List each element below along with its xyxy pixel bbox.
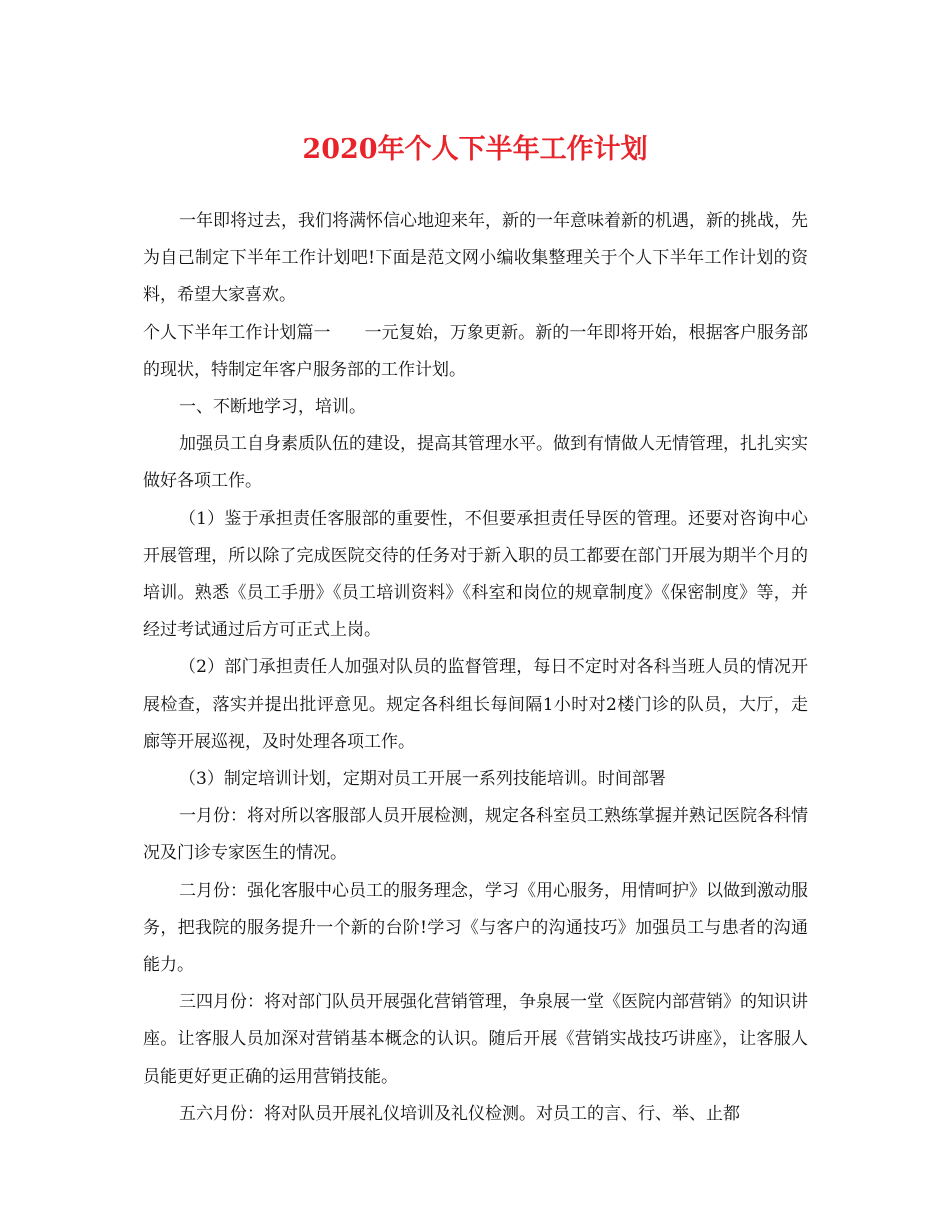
document-body [143,203,808,1133]
paragraph-item-2: （2）部门承担责任人加强对队员的监督管理，每日不定时对各科当班人员的情况开展检查，落实并提出批评意见。规定各科组长每间隔1小时对2楼门诊的队员，大厅，走廊等开展巡视，及时处理各项工作。 [143,657,808,752]
paragraph-may-june: 五六月份：将对队员开展礼仪培训及礼仪检测。对员工的言、行、举、止都 [179,1103,740,1124]
paragraph-january: 一月份：将对所以客服部人员开展检测，规定各科室员工熟练掌握并熟记医院各科情况及门诊专家医生的情况。 [143,806,808,864]
paragraph-staff-quality: 加强员工自身素质队伍的建设，提高其管理水平。做到有情做人无情管理，扎扎实实做好各项工作。 [143,434,808,492]
paragraph-item-3: （3）制定培训计划，定期对员工开展一系列技能培训。时间部署 [179,769,666,790]
paragraph-item-1: （1）鉴于承担责任客服部的重要性，不但要承担责任导医的管理。还要对咨询中心开展管理，所以除了完成医院交待的任务对于新入职的员工都要在部门开展为期半个月的培训。熟悉《员工手册》《员工培训资料》《科室和岗位的规章制度》《保密制度》等，并经过考试通过后方可正式上岗。 [143,508,808,641]
document-title: 2020年个人下半年工作计划 [302,134,648,165]
paragraph-intro: 一年即将过去，我们将满怀信心地迎来年，新的一年意味着新的机遇，新的挑战，先为自己制定下半年工作计划吧!下面是范文网小编收集整理关于个人下半年工作计划的资料，希望大家喜欢。 [143,211,808,306]
paragraph-section-one: 一、不断地学习，培训。 [179,397,366,418]
paragraph-plan-heading: 个人下半年工作计划篇一 一元复始，万象更新。新的一年即将开始，根据客户服务部的现状，特制定年客户服务部的工作计划。 [143,322,808,380]
paragraph-february: 二月份：强化客服中心员工的服务理念，学习《用心服务，用情呵护》以做到激动服务，把我院的服务提升一个新的台阶!学习《与客户的沟通技巧》加强员工与患者的沟通能力。 [143,880,808,976]
paragraph-march-april: 三四月份：将对部门队员开展强化营销管理，争泉展一堂《医院内部营销》的知识讲座。让客服人员加深对营销基本概念的认识。随后开展《营销实战技巧讲座》，让客服人员能更好更正确的运用营销技能。 [143,992,808,1087]
